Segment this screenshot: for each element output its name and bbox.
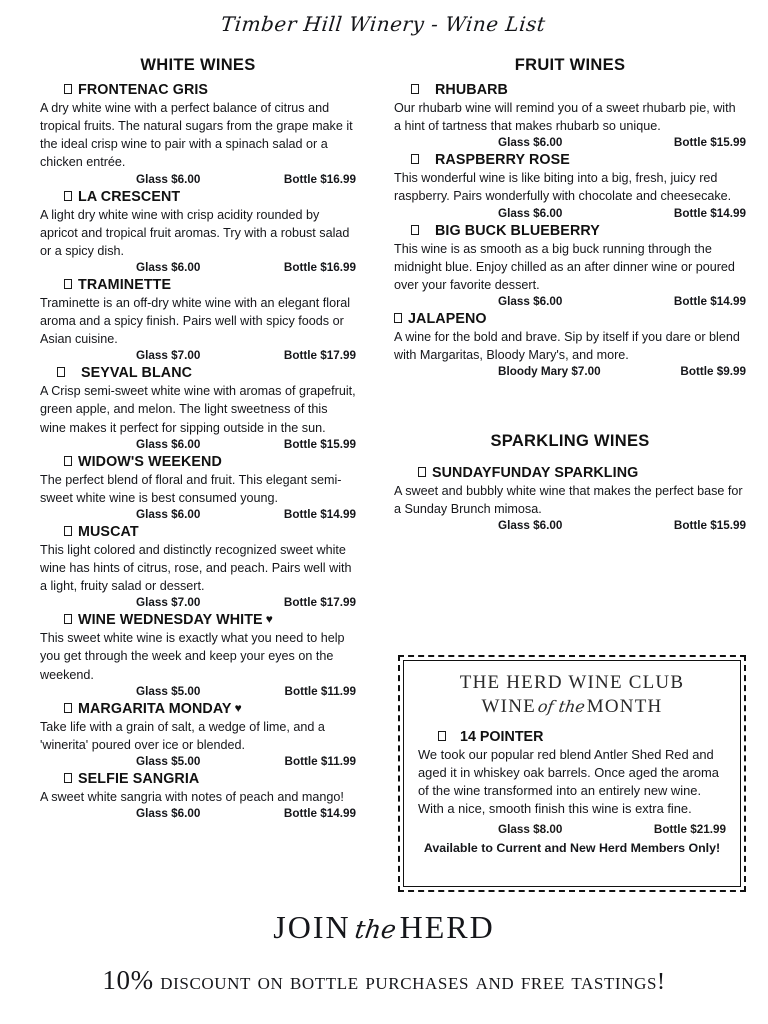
wine-name-text: SELFIE SANGRIA [78,770,200,787]
glass-price: Glass $5.00 [136,684,201,698]
bottle-price: Bottle $14.99 [283,507,356,521]
wine-name-text: RASPBERRY ROSE [435,152,570,169]
glass-price: Glass $7.00 [136,349,201,363]
wine-name-text: JALAPENO [408,310,487,327]
square-bullet-icon [438,731,446,741]
wine-name-text: MARGARITA MONDAY [78,700,232,717]
footer [0,910,768,996]
wine-entry [394,465,746,532]
price-row [40,508,356,521]
bottle-price: Bottle $16.99 [283,172,356,186]
herd-wine-description: We took our popular red blend Antler Shed Red and aged it in whiskey oak barrels. Once aged the aroma of the wine transformed into an entirely new wine. With a nice, smooth finish this wine is extra fine. [418,746,719,817]
herd-members-note: Available to Current and New Herd Members Only! [423,840,721,855]
wine-name-text: WINE WEDNESDAY WHITE [78,612,263,629]
white-wines-column [0,56,372,823]
wine-name [40,365,356,381]
glass-price: Glass $6.00 [136,437,201,451]
section-heading-fruit-wines: FRUIT WINES [514,56,626,74]
wine-name [40,277,356,293]
square-bullet-icon [411,84,419,94]
wine-entry [394,311,746,378]
bottle-price: Bottle $11.99 [284,754,356,768]
glass-price: Glass $6.00 [498,519,563,533]
wine-description: A dry white wine with a perfect balance of citrus and tropical fruits. The natural sugars from the grape make it the ideal crisp wine to pair with a spinach salad or a chicken entrée. [40,101,353,170]
wine-entry [394,223,746,308]
bottle-price: Bottle $11.99 [284,684,356,698]
wine-name-text: LA CRESCENT [78,188,181,205]
herd-price-row [418,823,726,836]
wine-name [394,82,746,98]
wine-entry [40,524,356,609]
price-row [394,207,746,220]
price-row [40,685,356,698]
section-heading-white-wines: WHITE WINES [140,56,256,74]
wine-description: A light dry white wine with crisp acidity rounded by apricot and tropical fruit aromas. Try with a robust salad or a spicy dish. [40,207,350,258]
wine-description: A sweet white sangria with notes of peach and mango! [40,789,344,804]
page-title: Timber Hill Winery - Wine List [219,12,547,36]
glass-price: Glass $7.00 [136,596,201,610]
wine-description: A sweet and bubbly white wine that makes the perfect base for a Sunday Brunch mimosa. [394,484,743,517]
wine-entry [40,277,356,362]
bottle-price: Bottle $16.99 [283,260,356,274]
join-the-herd-headline [0,910,768,945]
wine-entry [40,701,356,768]
wine-entry [40,189,356,274]
price-row [40,349,356,362]
glass-price: Glass $8.00 [498,822,563,836]
herd-wine-name-text: 14 POINTER [460,728,544,745]
wine-name [394,152,746,168]
wine-description: This light colored and distinctly recognized sweet white wine has hints of citrus, rose, and peach. Pairs well with a light, fruity salad or dessert. [40,542,352,594]
wine-description: The perfect blend of floral and fruit. This elegant semi-sweet white wine is best consumed young. [40,472,342,505]
wine-description: This wine is as smooth as a big buck running through the midnight blue. Enjoy chilled as an after dinner wine or poured over your favorite dessert. [394,241,735,292]
discount-line [0,965,768,996]
bottle-price: Bottle $17.99 [283,596,356,610]
price-row [394,295,746,308]
join-word: JOIN [273,908,351,945]
wine-name [40,454,356,470]
herd-word: HERD [399,908,495,945]
bottle-price: Bottle $15.99 [673,519,746,533]
square-bullet-icon [64,614,72,624]
price-row [40,596,356,609]
wine-description: Our rhubarb wine will remind you of a sweet rhubarb pie, with a hint of tartness that makes rhubarb so unique. [394,101,736,134]
glass-price: Glass $6.00 [136,260,201,274]
herd-wine-name [418,729,726,745]
herd-wine-club-box [398,655,746,892]
wine-name [394,465,746,481]
discount-text: discount on bottle purchases and free tastings! [160,969,666,995]
price-row [40,755,356,768]
wine-entry [40,454,356,521]
price-row [394,365,746,378]
wine-name-text: RHUBARB [435,82,508,98]
bottle-price: Bottle $14.99 [673,294,746,308]
wine-description: Traminette is an off-dry white wine with an elegant floral aroma and a spicy finish. Pairs well with spicy foods or Asian cuisine. [40,295,351,347]
wine-entry [40,612,356,697]
herd-club-title-wine: WINE [481,695,536,717]
wine-name-text: TRAMINETTE [78,276,172,293]
bottle-price: Bottle $14.99 [283,807,356,820]
square-bullet-icon [64,703,72,713]
wine-entry [40,771,356,820]
wine-entry [394,82,746,149]
glass-price: Glass $6.00 [136,172,201,186]
bottle-price: Bottle $15.99 [283,437,356,451]
square-bullet-icon [394,313,402,323]
glass-price: Glass $6.00 [136,507,201,521]
wine-description: This sweet white wine is exactly what you need to help you get through the week and keep your eyes on the weekend. [40,631,345,682]
wine-description: A Crisp semi-sweet white wine with aromas of grapefruit, green apple, and melon. The light sweetness of this wine makes it perfect for sipping outside in the sun. [40,384,356,435]
herd-wine-club-inner [403,660,741,887]
discount-percent: 10% [102,965,154,995]
price-row [40,438,356,451]
wine-name-text: SUNDAYFUNDAY SPARKLING [432,465,639,482]
the-word-script: the [352,914,398,944]
glass-price: Glass $5.00 [136,754,201,768]
square-bullet-icon [64,84,72,94]
herd-club-title-line2 [418,695,726,719]
glass-price: Glass $6.00 [498,206,563,220]
square-bullet-icon [411,225,419,235]
bottle-price: Bottle $17.99 [283,349,356,363]
square-bullet-icon [418,467,426,477]
wine-name [40,701,356,717]
glass-price: Glass $6.00 [498,136,563,150]
price-row [40,807,356,820]
glass-price: Bloody Mary $7.00 [498,365,601,379]
wine-name-text: FRONTENAC GRIS [78,82,209,98]
wine-name [40,82,356,98]
fruit-wines-column [372,56,768,535]
section-heading-sparkling-wines: SPARKLING WINES [490,432,650,451]
wine-entry [40,82,356,186]
glass-price: Glass $6.00 [498,294,563,308]
price-row [40,173,356,186]
wine-name-text: MUSCAT [78,523,139,540]
wine-name [40,189,356,205]
wine-name [40,771,356,787]
price-row [394,136,746,149]
square-bullet-icon [64,456,72,466]
square-bullet-icon [64,773,72,783]
square-bullet-icon [64,279,72,289]
square-bullet-icon [64,191,72,201]
wine-name [394,223,746,239]
herd-club-title-line1: THE HERD WINE CLUB [459,672,685,693]
bottle-price: Bottle $9.99 [680,365,746,379]
wine-name [40,524,356,540]
herd-club-title-month: MONTH [586,695,663,717]
wine-name-text: WIDOW'S WEEKEND [78,453,222,470]
herd-club-title-script: of the [536,696,587,716]
price-row [394,519,746,532]
bottle-price: Bottle $14.99 [673,206,746,220]
wine-name [40,612,356,628]
wine-name-text: SEYVAL BLANC [81,365,193,382]
glass-price: Glass $6.00 [136,807,201,820]
wine-name [394,311,746,327]
square-bullet-icon [64,526,72,536]
bottle-price: Bottle $15.99 [673,136,746,150]
wine-description: Take life with a grain of salt, a wedge of lime, and a 'winerita' poured over ice or blended. [40,719,325,752]
wine-name-text: BIG BUCK BLUEBERRY [435,222,600,239]
wine-description: This wonderful wine is like biting into a big, fresh, juicy red raspberry. Pairs wonderfully with chocolate and cheesecake. [394,171,732,204]
wine-description: A wine for the bold and brave. Sip by itself if you dare or blend with Margaritas, Bloody Mary's, and more. [394,329,740,362]
wine-entry [40,365,356,450]
square-bullet-icon [411,154,419,164]
price-row [40,261,356,274]
wine-entry [394,152,746,219]
square-bullet-icon [57,367,65,377]
bottle-price: Bottle $21.99 [653,822,726,836]
heart-icon: ♥ [234,700,242,715]
heart-icon: ♥ [265,612,273,627]
herd-club-title [418,671,726,719]
